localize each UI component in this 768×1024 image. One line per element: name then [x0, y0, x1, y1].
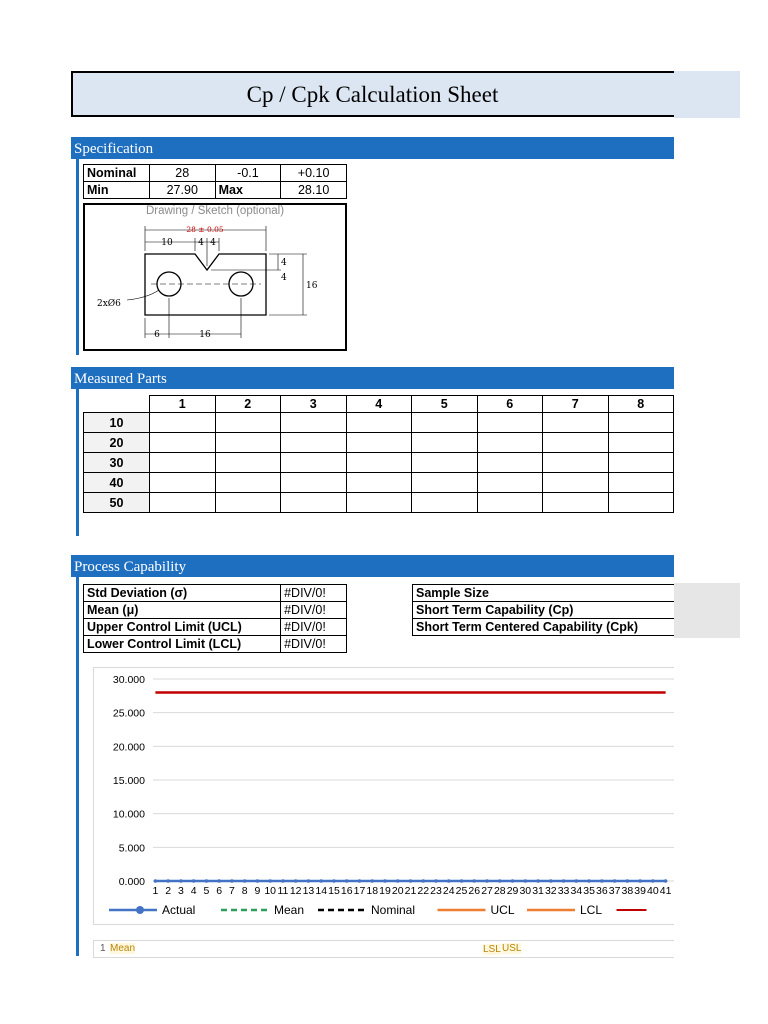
capability-row [84, 602, 347, 619]
series-point [549, 879, 553, 883]
dim-16-horizontal: 16 [199, 330, 211, 340]
capability-value: #DIV/0! [281, 636, 347, 653]
section-left-rule [76, 577, 79, 956]
series-point [511, 879, 515, 883]
table-row [84, 433, 674, 453]
capability-row [84, 619, 347, 636]
capability-value: #DIV/0! [281, 619, 347, 636]
drawing-label: Drawing / Sketch (optional) [145, 205, 285, 217]
x-tick-label: 15 [328, 885, 340, 897]
series-point [332, 879, 336, 883]
mini-chart-mean: Mean [110, 943, 136, 954]
x-tick-label: 7 [228, 885, 235, 897]
series-point [447, 879, 451, 883]
x-tick-label: 36 [595, 885, 608, 897]
row-header: 30 [84, 453, 150, 473]
dim-total: 28 ± 0.05 [186, 225, 224, 234]
measurement-cell[interactable] [281, 413, 347, 433]
y-tick-label: 25.000 [112, 707, 145, 720]
column-header: 8 [608, 396, 674, 413]
measurement-cell[interactable] [608, 453, 674, 473]
measurement-cell[interactable] [346, 453, 412, 473]
measurement-cell[interactable] [346, 473, 412, 493]
section-left-rule [76, 389, 79, 536]
series-point [294, 879, 298, 883]
mini-chart-usl: USL [502, 943, 522, 954]
dim-vertical-4b: 4 [281, 273, 287, 283]
table-row [84, 413, 674, 433]
min-label: Min [84, 182, 150, 199]
measurement-cell[interactable] [477, 473, 543, 493]
column-header: 4 [346, 396, 412, 413]
series-point [536, 879, 540, 883]
series-point [345, 879, 349, 883]
x-tick-label: 30 [519, 885, 532, 897]
series-point [154, 879, 158, 883]
series-point [307, 879, 311, 883]
x-tick-label: 9 [254, 885, 261, 897]
measurement-cell[interactable] [412, 433, 478, 453]
series-point [256, 879, 260, 883]
measurement-cell[interactable] [346, 493, 412, 513]
control-chart [93, 667, 674, 925]
series-point [383, 879, 387, 883]
capability-right-table [412, 584, 674, 636]
column-header: 3 [281, 396, 347, 413]
column-header: 2 [215, 396, 281, 413]
capability-extension [674, 583, 740, 638]
x-tick-label: 25 [455, 885, 468, 897]
x-tick-label: 12 [289, 885, 302, 897]
capability-label: Sample Size [413, 585, 675, 602]
legend-label: Mean [274, 903, 305, 917]
series-point [472, 879, 476, 883]
measurement-cell[interactable] [543, 473, 609, 493]
series-point [638, 879, 642, 883]
x-tick-label: 8 [241, 885, 248, 897]
measurement-cell[interactable] [543, 413, 609, 433]
max-value: 28.10 [281, 182, 347, 199]
row-header: 40 [84, 473, 150, 493]
min-value: 27.90 [149, 182, 215, 199]
measurement-cell[interactable] [412, 413, 478, 433]
measured-parts-table [83, 395, 674, 513]
measurement-cell[interactable] [412, 493, 478, 513]
capability-row [413, 602, 675, 619]
measurement-cell[interactable] [150, 453, 216, 473]
x-tick-label: 29 [506, 885, 519, 897]
series-point [421, 879, 425, 883]
nominal-value[interactable]: 28 [149, 165, 215, 182]
y-tick-label: 5.000 [118, 842, 145, 855]
measurement-cell[interactable] [215, 453, 281, 473]
series-point [268, 879, 272, 883]
measurement-cell[interactable] [477, 433, 543, 453]
table-row [84, 473, 674, 493]
tolerance-minus[interactable]: -0.1 [215, 165, 281, 182]
x-tick-label: 24 [442, 885, 455, 897]
measurement-cell[interactable] [215, 433, 281, 453]
section-left-rule [76, 159, 79, 355]
column-header: 7 [543, 396, 609, 413]
measurement-cell[interactable] [281, 493, 347, 513]
series-point [217, 879, 221, 883]
column-header: 6 [477, 396, 543, 413]
x-tick-label: 17 [353, 885, 366, 897]
x-tick-label: 31 [532, 885, 544, 897]
series-point [434, 879, 438, 883]
x-tick-label: 35 [583, 885, 595, 897]
x-tick-label: 6 [216, 885, 223, 897]
x-tick-label: 41 [659, 885, 672, 897]
x-tick-label: 20 [391, 885, 404, 897]
max-label: Max [215, 182, 281, 199]
series-point [651, 879, 655, 883]
tolerance-plus[interactable]: +0.10 [281, 165, 347, 182]
series-point [179, 879, 183, 883]
measurement-cell[interactable] [281, 473, 347, 493]
row-header: 10 [84, 413, 150, 433]
section-measured-parts: Measured Parts [71, 367, 674, 389]
capability-label: Mean (μ) [84, 602, 281, 619]
capability-label: Short Term Centered Capability (Cpk) [413, 619, 675, 636]
x-tick-label: 16 [340, 885, 353, 897]
measurement-cell[interactable] [346, 433, 412, 453]
measurement-cell[interactable] [150, 433, 216, 453]
series-point [243, 879, 247, 883]
legend-label: UCL [490, 903, 515, 917]
measurement-cell[interactable] [412, 473, 478, 493]
measurement-cell[interactable] [281, 453, 347, 473]
legend-marker [136, 906, 144, 914]
series-point [613, 879, 617, 883]
measurement-cell[interactable] [215, 493, 281, 513]
series-point [319, 879, 323, 883]
capability-row [413, 619, 675, 636]
capability-row [84, 585, 347, 602]
dim-4a: 4 [198, 238, 204, 248]
capability-label: Short Term Capability (Cp) [413, 602, 675, 619]
mini-chart-tick: 1 [100, 943, 106, 954]
measurement-cell[interactable] [215, 413, 281, 433]
dim-4b: 4 [210, 238, 216, 248]
capability-row [84, 636, 347, 653]
page-title: Cp / Cpk Calculation Sheet [246, 82, 499, 107]
column-header: 1 [150, 396, 216, 413]
capability-row [413, 585, 675, 602]
mini-chart-frame [93, 940, 674, 958]
x-tick-label: 10 [264, 885, 277, 897]
measurement-cell[interactable] [150, 493, 216, 513]
series-point [166, 879, 170, 883]
x-tick-label: 26 [468, 885, 481, 897]
capability-value: #DIV/0! [281, 585, 347, 602]
measurement-cell[interactable] [608, 413, 674, 433]
x-tick-label: 32 [544, 885, 557, 897]
legend-label: Actual [162, 903, 196, 917]
section-process-capability: Process Capability [71, 555, 674, 577]
spec-table [83, 164, 347, 199]
capability-label: Lower Control Limit (LCL) [84, 636, 281, 653]
capability-label: Upper Control Limit (UCL) [84, 619, 281, 636]
x-tick-label: 11 [277, 885, 289, 897]
y-tick-label: 30.000 [112, 674, 145, 686]
measurement-cell[interactable] [346, 413, 412, 433]
x-tick-label: 13 [302, 885, 315, 897]
x-tick-label: 3 [177, 885, 184, 897]
series-point [498, 879, 502, 883]
series-point [664, 879, 668, 883]
row-header: 50 [84, 493, 150, 513]
dim-16-vertical: 16 [306, 281, 318, 291]
table-row [84, 493, 674, 513]
measurement-cell[interactable] [477, 453, 543, 473]
series-point [626, 879, 630, 883]
measurement-cell[interactable] [608, 493, 674, 513]
measurement-cell[interactable] [608, 473, 674, 493]
x-tick-label: 38 [621, 885, 634, 897]
x-tick-label: 40 [647, 885, 659, 897]
y-tick-label: 15.000 [112, 775, 145, 787]
capability-left-table [83, 584, 347, 653]
measurement-cell[interactable] [281, 433, 347, 453]
legend-label: Nominal [371, 903, 416, 917]
x-tick-label: 5 [203, 885, 210, 897]
column-header: 5 [412, 396, 478, 413]
x-tick-label: 34 [570, 885, 583, 897]
x-tick-label: 28 [493, 885, 506, 897]
section-specification: Specification [71, 137, 674, 159]
measurement-cell[interactable] [412, 453, 478, 473]
x-tick-label: 39 [634, 885, 646, 897]
table-corner [84, 396, 150, 413]
x-tick-label: 18 [366, 885, 379, 897]
measurement-cell[interactable] [477, 413, 543, 433]
series-point [370, 879, 374, 883]
measurement-cell[interactable] [543, 433, 609, 453]
dim-vertical-4a: 4 [281, 258, 287, 268]
x-tick-label: 37 [608, 885, 621, 897]
title-extension [674, 71, 740, 118]
series-point [396, 879, 400, 883]
dim-10: 10 [161, 238, 173, 248]
series-point [460, 879, 464, 883]
series-point [409, 879, 413, 883]
measurement-cell[interactable] [150, 413, 216, 433]
series-point [485, 879, 489, 883]
mini-chart-lsl: LSL [483, 944, 501, 955]
x-tick-label: 4 [190, 885, 197, 897]
series-point [524, 879, 528, 883]
x-tick-label: 33 [557, 885, 570, 897]
x-tick-label: 19 [379, 885, 391, 897]
x-tick-label: 27 [481, 885, 493, 897]
x-tick-label: 21 [404, 885, 417, 897]
x-tick-label: 22 [417, 885, 430, 897]
nominal-label: Nominal [84, 165, 150, 182]
series-point [230, 879, 234, 883]
y-tick-label: 10.000 [112, 808, 145, 821]
x-tick-label: 1 [152, 885, 159, 897]
holes-note: 2xØ6 [97, 299, 121, 309]
dim-6: 6 [154, 330, 160, 340]
x-tick-label: 2 [165, 885, 172, 897]
x-tick-label: 14 [315, 885, 328, 897]
series-point [600, 879, 604, 883]
series-point [587, 879, 591, 883]
row-header: 20 [84, 433, 150, 453]
y-tick-label: 0.000 [118, 876, 145, 888]
series-point [358, 879, 362, 883]
legend-label: LCL [580, 903, 603, 917]
capability-value: #DIV/0! [281, 602, 347, 619]
series-point [205, 879, 209, 883]
part-drawing [85, 218, 345, 349]
measurement-cell[interactable] [543, 493, 609, 513]
measurement-cell[interactable] [477, 493, 543, 513]
series-point [575, 879, 579, 883]
series-point [281, 879, 285, 883]
series-point [562, 879, 566, 883]
series-point [192, 879, 196, 883]
measurement-cell[interactable] [543, 453, 609, 473]
capability-label: Std Deviation (σ) [84, 585, 281, 602]
measurement-cell[interactable] [215, 473, 281, 493]
table-row [84, 453, 674, 473]
measurement-cell[interactable] [608, 433, 674, 453]
y-tick-label: 20.000 [112, 741, 145, 754]
measurement-cell[interactable] [150, 473, 216, 493]
x-tick-label: 23 [430, 885, 442, 897]
